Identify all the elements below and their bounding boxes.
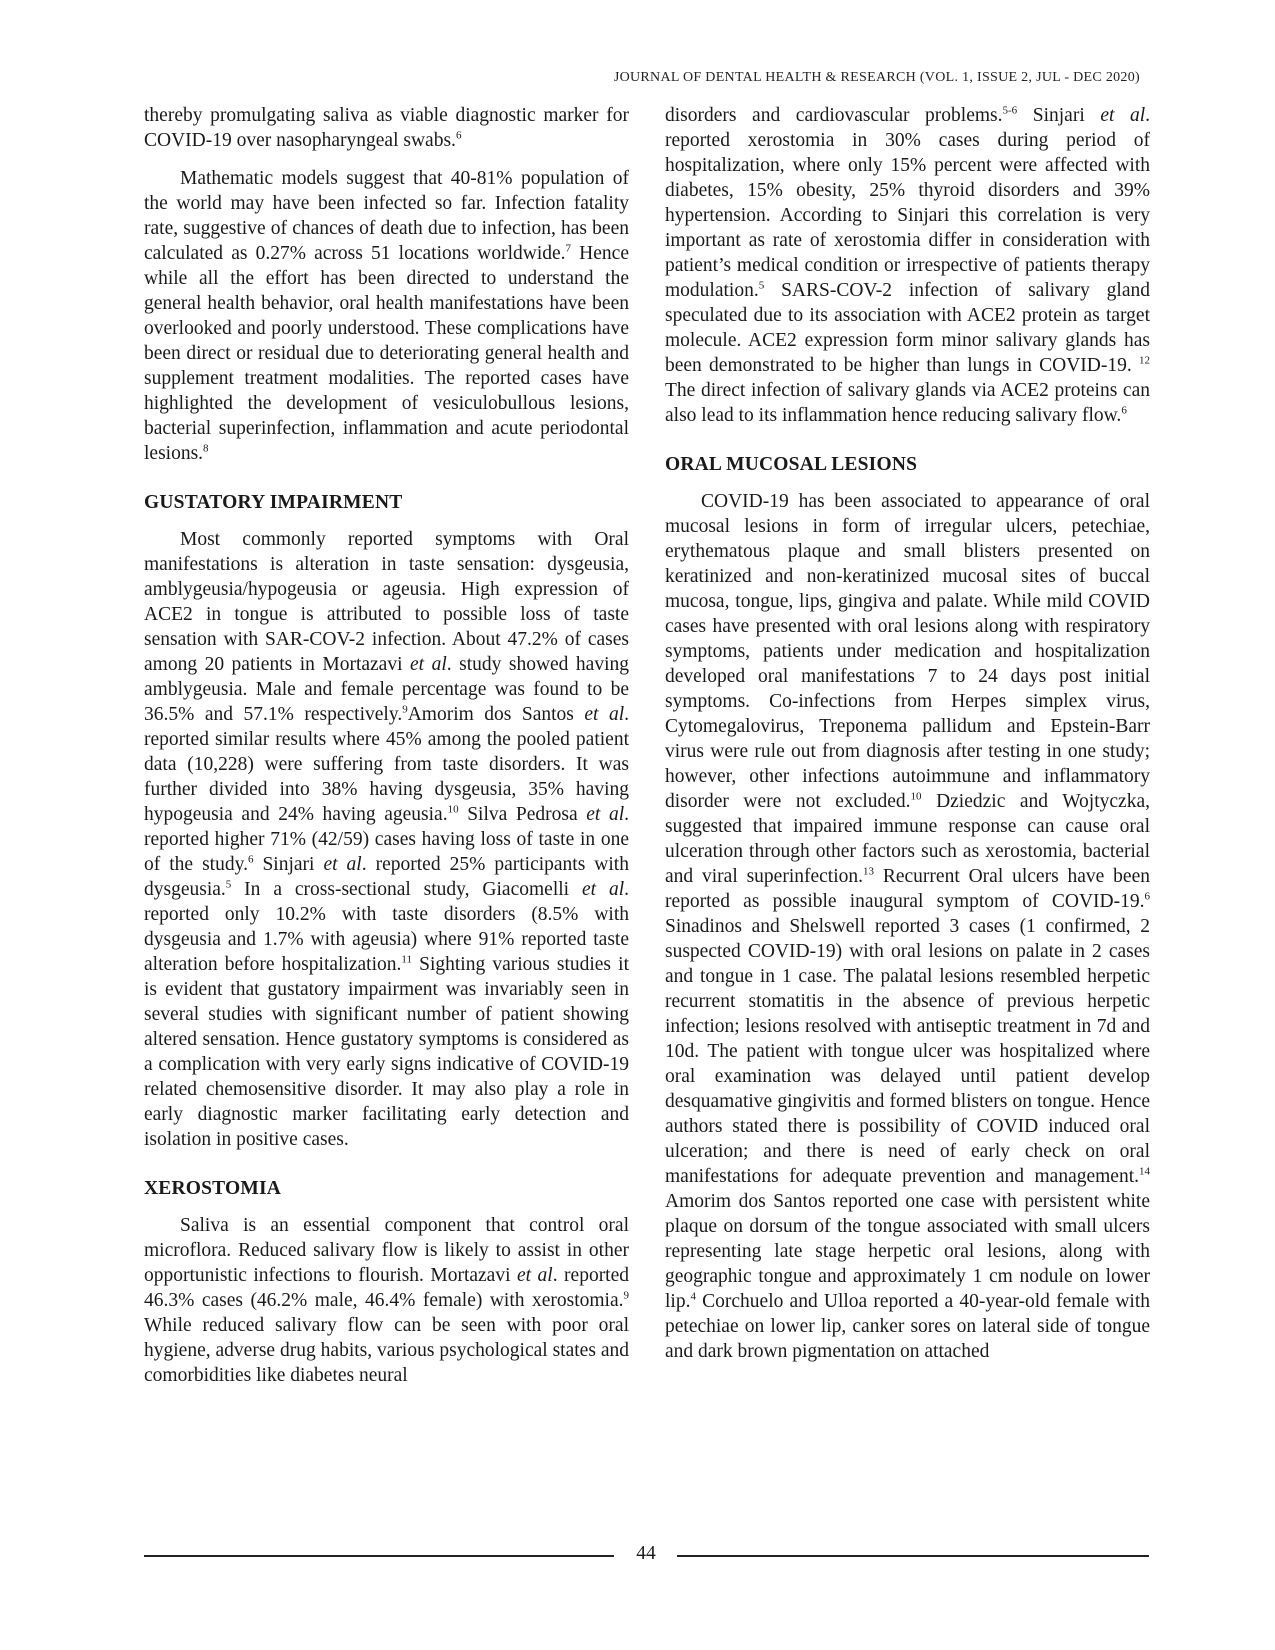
paragraph-text: . reported higher 71% (42/59) cases having loss of taste in one of the study. xyxy=(144,804,629,875)
et-al: et al xyxy=(1100,105,1146,126)
et-al: et al xyxy=(516,1265,553,1286)
citation: 10 xyxy=(447,803,459,816)
paragraph-text: While reduced salivary flow can be seen with poor oral hygiene, adverse drug habits, various psychological states and comorbidities like diabetes neural xyxy=(144,1315,629,1386)
citation: 9 xyxy=(402,703,408,716)
section-heading-gustatory-impairment: GUSTATORY IMPAIRMENT xyxy=(144,492,403,513)
paragraph-text: Saliva is an essential component that control oral microflora. Reduced salivary flow is likely to assist in other opportunistic infections to flourish. Mortazavi xyxy=(144,1215,629,1286)
et-al: et al xyxy=(410,654,447,675)
et-al: et al xyxy=(586,804,625,825)
paragraph-text: Dziedzic and Wojtyczka, suggested that impaired immune response can cause oral ulceration through other factors such as xerostomia, bacterial and viral superinfection. xyxy=(665,791,1150,887)
footer-rule-right xyxy=(677,1555,1149,1557)
right-column xyxy=(665,103,1150,1364)
paragraph-text: Mathematic models suggest that 40-81% population of the world may have been infected so far. Infection fatality rate, suggestive of chances of death due to infection, has been calculated as 0.27% across 51 locations worldwide. xyxy=(144,168,629,264)
left-column xyxy=(144,103,629,1388)
et-al: et al xyxy=(581,879,625,900)
paragraph-text: Amorim dos Santos reported one case with persistent white plaque on dorsum of the tongue associated with small ulcers representing late stage herpetic oral lesions, along with geographic tongue and approximately 1 cm nodule on lower lip. xyxy=(665,1191,1150,1312)
paragraph-text: . reported 25% participants with dysgeusia. xyxy=(144,854,629,900)
paragraph-text: SARS-COV-2 infection of salivary gland speculated due to its association with ACE2 protein as target molecule. ACE2 expression form minor salivary glands has been demonstrated to be higher than lungs in COVID-19. xyxy=(665,280,1150,376)
paragraph-text: . reported xerostomia in 30% cases during period of hospitalization, where only 15% percent were affected with diabetes, 15% obesity, 25% thyroid disorders and 39% hypertension. According to Sinjari this correlation is very important as rate of xerostomia differ in consideration with patient’s medical condition or irrespective of patients therapy modulation. xyxy=(665,105,1150,301)
paragraph-text: Amorim dos Santos xyxy=(407,704,585,725)
footer-rule-left xyxy=(144,1555,614,1557)
paragraph-text: . reported only 10.2% with taste disorders (8.5% with dysgeusia and 1.7% with ageusia) where 91% reported taste alteration before hospitalization. xyxy=(144,879,629,975)
citation: 13 xyxy=(863,865,875,878)
section-heading-oral-mucosal-lesions: ORAL MUCOSAL LESIONS xyxy=(665,454,918,475)
paragraph-text: Silva Pedrosa xyxy=(458,804,587,825)
paragraph xyxy=(144,527,629,1152)
citation: 11 xyxy=(401,953,412,966)
citation: 6 xyxy=(247,853,254,866)
paragraph-text: Sinjari xyxy=(1017,105,1101,126)
citation: 12 xyxy=(1139,354,1150,367)
paragraph xyxy=(144,103,629,153)
citation: 7 xyxy=(565,242,572,255)
paragraph-text: Hence while all the effort has been directed to understand the general health behavior, oral health manifestations have been overlooked and poorly understood. These complications have been direct or residual due to deteriorating general health and supplement treatment modalities. The reported cases have highlighted the development of vesiculobullous lesions, bacterial superinfection, inflammation and acute periodontal lesions. xyxy=(144,243,629,464)
citation: 14 xyxy=(1139,1165,1150,1178)
paragraph-text: Corchuelo and Ulloa reported a 40-year-old female with petechiae on lower lip, canker sores on lateral side of tongue and dark brown pigmentation on attached xyxy=(665,1291,1150,1362)
paragraph-text: . reported 46.3% cases (46.2% male, 46.4% female) with xerostomia. xyxy=(144,1265,630,1311)
paragraph-text: In a cross-sectional study, Giacomelli xyxy=(231,879,582,900)
citation: 5-6 xyxy=(1002,104,1018,117)
running-head: JOURNAL OF DENTAL HEALTH & RESEARCH (VOL. 1, ISSUE 2, JUL - DEC 2020) xyxy=(613,70,1140,85)
citation: 6 xyxy=(455,129,462,142)
paragraph-text: The direct infection of salivary glands via ACE2 proteins can also lead to its inflammation hence reducing salivary flow. xyxy=(665,380,1150,426)
citation: 5 xyxy=(225,878,232,891)
paragraph-text: Recurrent Oral ulcers have been reported as possible inaugural symptom of COVID-19. xyxy=(665,866,1150,912)
paragraph-text: . reported similar results where 45% among the pooled patient data (10,228) were suffering from taste disorders. It was further divided into 38% having dysgeusia, 35% having hypogeusia and 24% having ageusia. xyxy=(144,704,629,825)
page-number: 44 xyxy=(636,1543,656,1564)
paragraph-text: Sighting various studies it is evident that gustatory impairment was invariably seen in several studies with significant number of patient showing altered sensation. Hence gustatory symptoms is considered as a complication with very early signs indicative of COVID-19 related chemosensitive disorder. It may also play a role in early diagnostic marker facilitating early detection and isolation in positive cases. xyxy=(144,954,629,1150)
paragraph-text: thereby promulgating saliva as viable diagnostic marker for COVID-19 over nasopharyngeal swabs. xyxy=(144,105,629,151)
citation: 9 xyxy=(623,1289,629,1302)
citation: 6 xyxy=(1144,890,1150,903)
paragraph xyxy=(665,489,1150,1364)
section-heading-xerostomia: XEROSTOMIA xyxy=(144,1178,282,1199)
paragraph xyxy=(665,103,1150,428)
citation: 5 xyxy=(758,279,765,292)
citation: 10 xyxy=(910,790,922,803)
citation: 8 xyxy=(203,442,209,455)
paragraph xyxy=(144,1213,629,1388)
paragraph-text: COVID-19 has been associated to appearance of oral mucosal lesions in form of irregular ulcers, petechiae, erythematous plaque and small blisters presented on keratinized and non-keratinized mucosal sites of buccal mucosa, tongue, lips, gingiva and palate. While mild COVID cases have presented with oral lesions along with respiratory symptoms, patients under medication and hospitalization developed oral manifestations 7 to 24 days post initial symptoms. Co-infections from Herpes simplex virus, Cytomegalovirus, Treponema pallidum and Epstein-Barr virus were rule out from diagnosis after testing in one study; however, other infections autoimmune and inflammatory disorder were not excluded. xyxy=(665,491,1150,812)
paragraph-text: Sinjari xyxy=(253,854,324,875)
paragraph xyxy=(144,166,629,466)
paragraph-text: Sinadinos and Shelswell reported 3 cases (1 confirmed, 2 suspected COVID-19) with oral lesions on palate in 2 cases and tongue in 1 case. The palatal lesions resembled herpetic recurrent stomatitis in the absence of previous herpetic infection; lesions resolved with antiseptic treatment in 7d and 10d. The patient with tongue ulcer was hospitalized where oral examination was delayed until patient develop desquamative gingivitis and formed blisters on tongue. Hence authors stated there is possibility of COVID induced oral ulceration; and there is need of early check on oral manifestations for adequate prevention and management. xyxy=(665,916,1150,1187)
paragraph-text: Most commonly reported symptoms with Oral manifestations is alteration in taste sensation: dysgeusia, amblygeusia/hypogeusia or ageusia. High expression of ACE2 in tongue is attributed to possible loss of taste sensation with SAR-COV-2 infection. About 47.2% of cases among 20 patients in Mortazavi xyxy=(144,529,629,675)
paragraph-text: disorders and cardiovascular problems. xyxy=(665,105,1003,126)
et-al: et al xyxy=(584,704,625,725)
citation: 4 xyxy=(690,1290,696,1303)
paragraph-text: . study showed having amblygeusia. Male and female percentage was found to be 36.5% and 57.1% respectively. xyxy=(144,654,629,725)
et-al: et al xyxy=(323,854,362,875)
citation: 6 xyxy=(1121,404,1127,417)
